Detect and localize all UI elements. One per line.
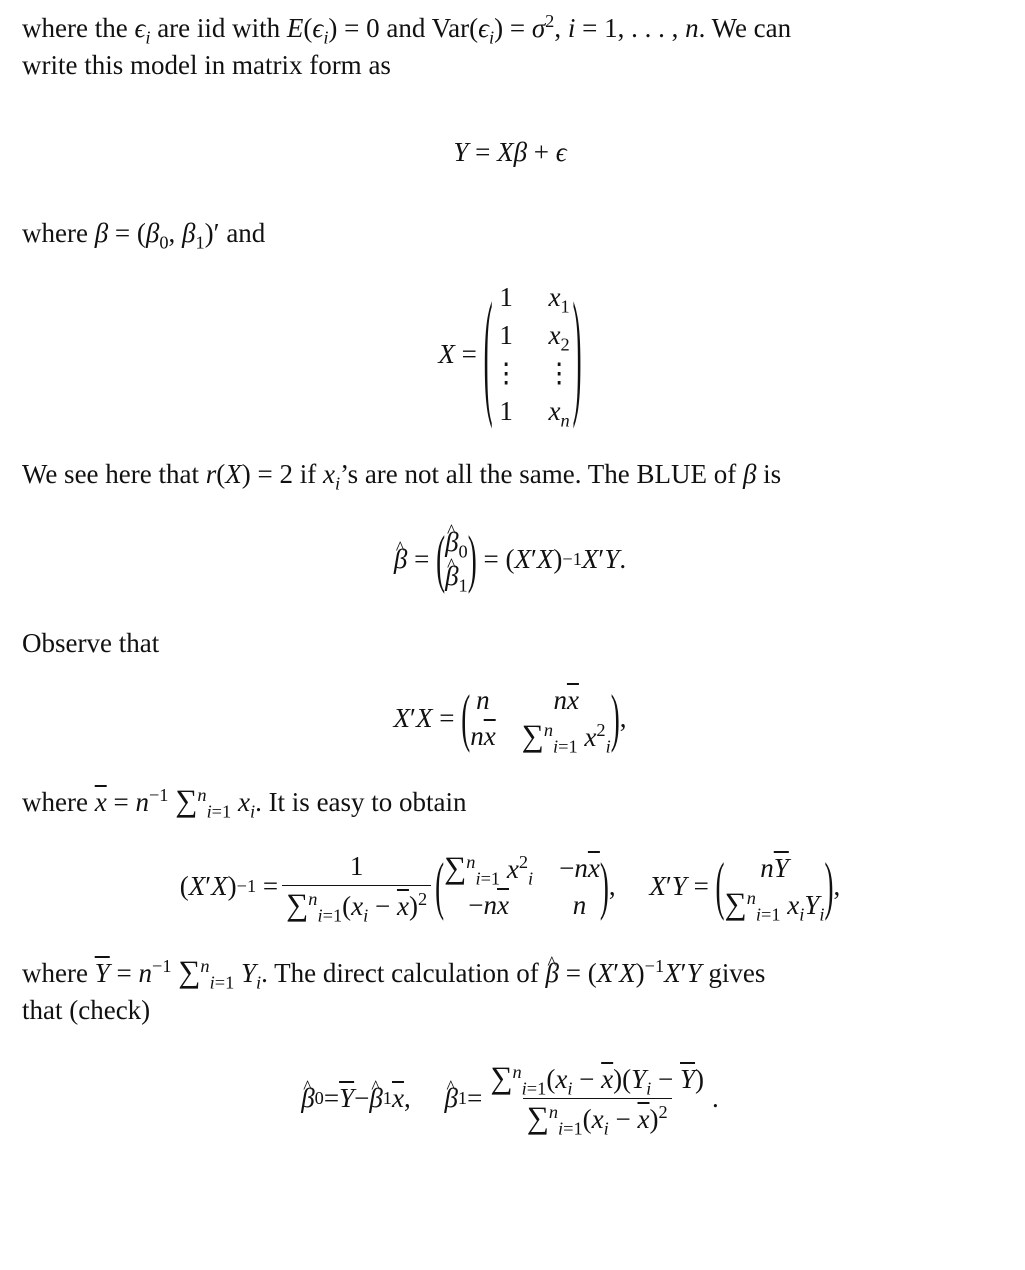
document-page (22, 8, 998, 1141)
equation-inverse: ( X ′ X ) −1 = $\frac{1}{\sum^n_{i=1}(x_i - \overline{x})^2}$ ( ∑$^n_{i=1}$ $x^2_i$ $-n\overline{x}$ $-n\overline{x}$ n ) , X ′ Y = ( $n\overline{Y}$ ∑$^n_{i=1}$ $x_iY_i$ ) , (179, 848, 841, 925)
paragraph-beta-definition: where $\beta = (\beta_0$, $\beta_1)'$ and (22, 218, 266, 253)
paragraph-rank: We see here that r(X) = 2 if $x_i’s$ are not all the same. The BLUE of β is (22, 459, 782, 494)
paragraph-ybar: where $\overline{Y} = n^{-1}$ ∑$^n_{i=1}$ $Y_i$. The direct calculation of ^ $\beta = (X'X)^{-1}X'Y$ gives that (check) (22, 953, 998, 1029)
paragraph-model-assumptions: where the $\epsilon_i$ are iid with $E(\epsilon_i) = 0$ and $Var(\epsilon_i) = \sigma^2$, i = 1, . . . , n. We can write this model in matrix form as (22, 11, 792, 80)
paragraph-xbar: where $\overline{x} = n^{-1}$ ∑$^n_{i=1}$ $x_i$. It is easy to obtain (22, 783, 467, 822)
equation-design-matrix: X = ( 1 $x_1$ 1 $x_2$ ⋮ ⋮ 1 $x_n$ ) (438, 273, 582, 431)
equation-matrix-model: Y = Xβ + ϵ (453, 137, 567, 167)
paragraph-observe: Observe that (22, 628, 160, 658)
equation-estimators: ^ β 0 = $\overline{Y}$ − ^ β 1 $\overline{x}$ , ^ β 1 = $\frac{\sum^n_{i=1}(x_i - \overline{x})(Y_i - \overline{Y})}{\sum^n_{i=1}(x_i - \overline{x})^2}$ . (22, 1055, 998, 1141)
equation-xtx: X ′ X = ( n $n\overline{x}$ $n\overline{x}$ ∑$^n_{i=1}$ $x^2_i$ ) , (393, 680, 627, 756)
equation-blue: ^ β = ( ^ $\beta_0$ ^ $\beta_1$ ) = ( X ′ X ) −1 X ′ Y . (22, 519, 998, 599)
